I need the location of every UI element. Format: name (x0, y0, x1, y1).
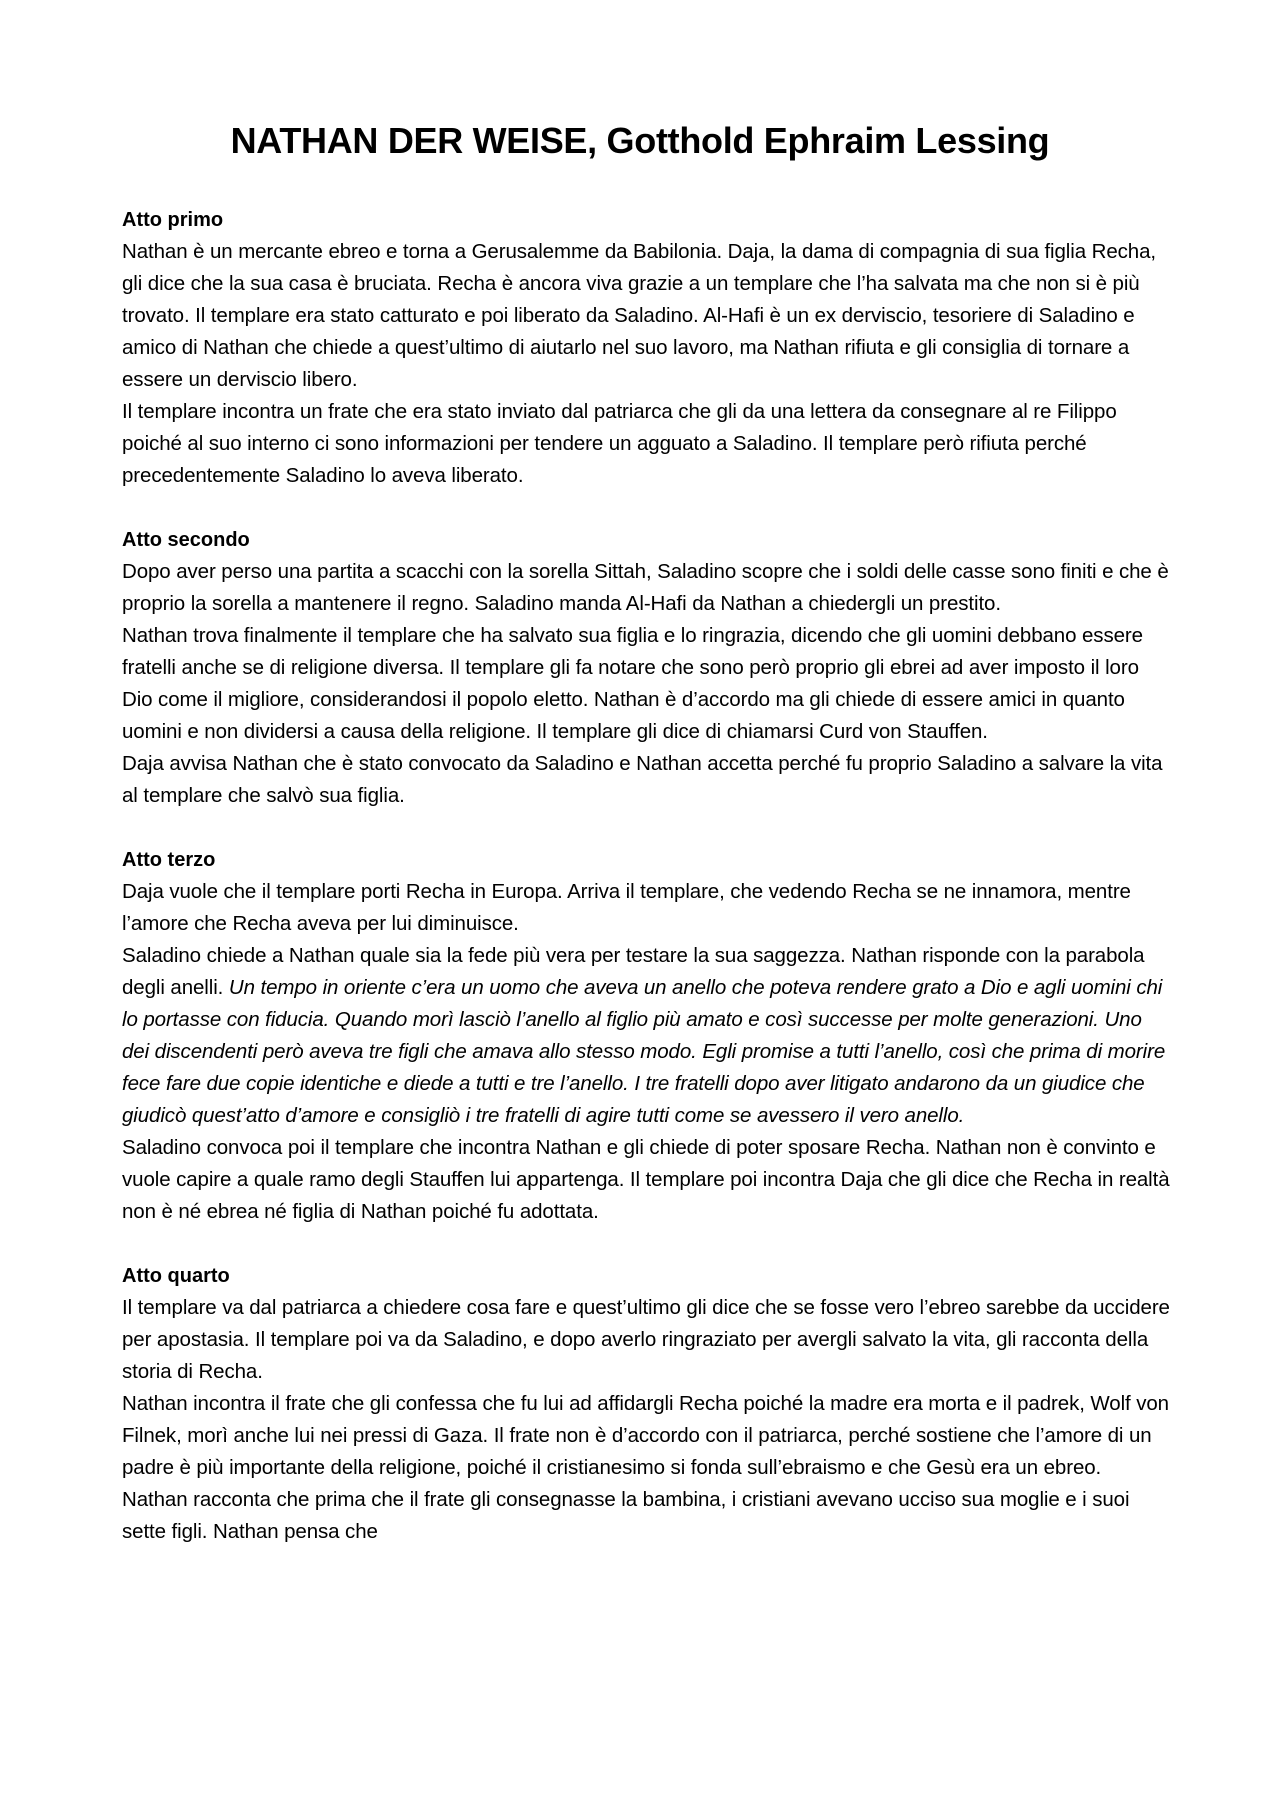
paragraph: Il templare incontra un frate che era stato inviato dal patriarca che gli da una lettera da consegnare al re Filippo poiché al suo interno ci sono informazioni per tendere un agguato a Saladino. Il templare però rifiuta perché precedentemente Saladino lo aveva liberato. (122, 400, 1117, 487)
paragraph: Il templare va dal patriarca a chiedere cosa fare e quest’ultimo gli dice che se fosse vero l’ebreo sarebbe da uccidere per apostasia. Il templare poi va da Saladino, e dopo averlo ringraziato per avergli salvato la vita, gli racconta della storia di Recha. (122, 1296, 1170, 1383)
paragraph: Dopo aver perso una partita a scacchi con la sorella Sittah, Saladino scopre che i soldi delle casse sono finiti e che è proprio la sorella a mantenere il regno. Saladino manda Al-Hafi da Nathan a chiedergli un prestito. (122, 560, 1169, 615)
paragraph: Nathan è un mercante ebreo e torna a Gerusalemme da Babilonia. Daja, la dama di compagnia di sua figlia Recha, gli dice che la sua casa è bruciata. Recha è ancora viva grazie a un templare che l’ha salvata ma che non si è più trovato. Il templare era stato catturato e poi liberato da Saladino. Al-Hafi è un ex derviscio, tesoriere di Saladino e amico di Nathan che chiede a quest’ultimo di aiutarlo nel suo lavoro, ma Nathan rifiuta e gli consiglia di tornare a essere un derviscio libero. (122, 240, 1156, 391)
document-title: NATHAN DER WEISE, Gotthold Ephraim Lessing (230, 120, 1050, 161)
section-heading: Atto quarto (122, 1265, 230, 1287)
parable-intro: Saladino chiede a Nathan quale sia la fede più vera per testare la sua saggezza. Nathan risponde con la parabola degli anelli. (122, 944, 1145, 999)
parable-italic-text: Un tempo in oriente c’era un uomo che aveva un anello che poteva rendere grato a Dio e agli uomini chi lo portasse con fiducia. Quando morì lasciò l’anello al figlio più amato e così successe per molte generazioni. Uno dei discendenti però aveva tre figli che amava allo stesso modo. Egli promise a tutti l’anello, così che prima di morire fece fare due copie identiche e diede a tutti e tre l’anello. I tre fratelli dopo aver litigato andarono da un giudice che giudicò quest’atto d’amore e consigliò i tre fratelli di agire tutti come se avessero il vero anello. (122, 976, 1166, 1127)
paragraph: Daja avvisa Nathan che è stato convocato da Saladino e Nathan accetta perché fu proprio Saladino a salvare la vita al templare che salvò sua figlia. (122, 752, 1163, 807)
section-atto-secondo (122, 524, 1172, 812)
paragraph: Nathan incontra il frate che gli confessa che fu lui ad affidargli Recha poiché la madre era morta e il padrek, Wolf von Filnek, morì anche lui nei pressi di Gaza. Il frate non è d’accordo con il patriarca, perché sostiene che l’amore di un padre è più importante della religione, poiché il cristianesimo si fonda sull’ebraismo e che Gesù era un ebreo. Nathan racconta che prima che il frate gli consegnasse la bambina, i cristiani avevano ucciso sua moglie e i suoi sette figli. Nathan pensa che (122, 1392, 1169, 1543)
section-atto-primo (122, 204, 1172, 492)
paragraph: Saladino convoca poi il templare che incontra Nathan e gli chiede di poter sposare Recha. Nathan non è convinto e vuole capire a quale ramo degli Stauffen lui appartenga. Il templare poi incontra Daja che gli dice che Recha in realtà non è né ebrea né figlia di Nathan poiché fu adottata. (122, 1136, 1170, 1223)
paragraph: Nathan trova finalmente il templare che ha salvato sua figlia e lo ringrazia, dicendo che gli uomini debbano essere fratelli anche se di religione diversa. Il templare gli fa notare che sono però proprio gli ebrei ad aver imposto il loro Dio come il migliore, considerandosi il popolo eletto. Nathan è d’accordo ma gli chiede di essere amici in quanto uomini e non dividersi a causa della religione. Il templare gli dice di chiamarsi Curd von Stauffen. (122, 624, 1143, 743)
section-heading: Atto terzo (122, 849, 216, 871)
section-atto-terzo (122, 844, 1172, 1228)
section-heading: Atto secondo (122, 529, 250, 551)
paragraph: Daja vuole che il templare porti Recha in Europa. Arriva il templare, che vedendo Recha se ne innamora, mentre l’amore che Recha aveva per lui diminuisce. (122, 880, 1131, 935)
section-heading: Atto primo (122, 209, 224, 231)
parable-paragraph (122, 940, 1172, 1132)
document-body (122, 204, 1172, 1580)
section-atto-quarto (122, 1260, 1172, 1548)
